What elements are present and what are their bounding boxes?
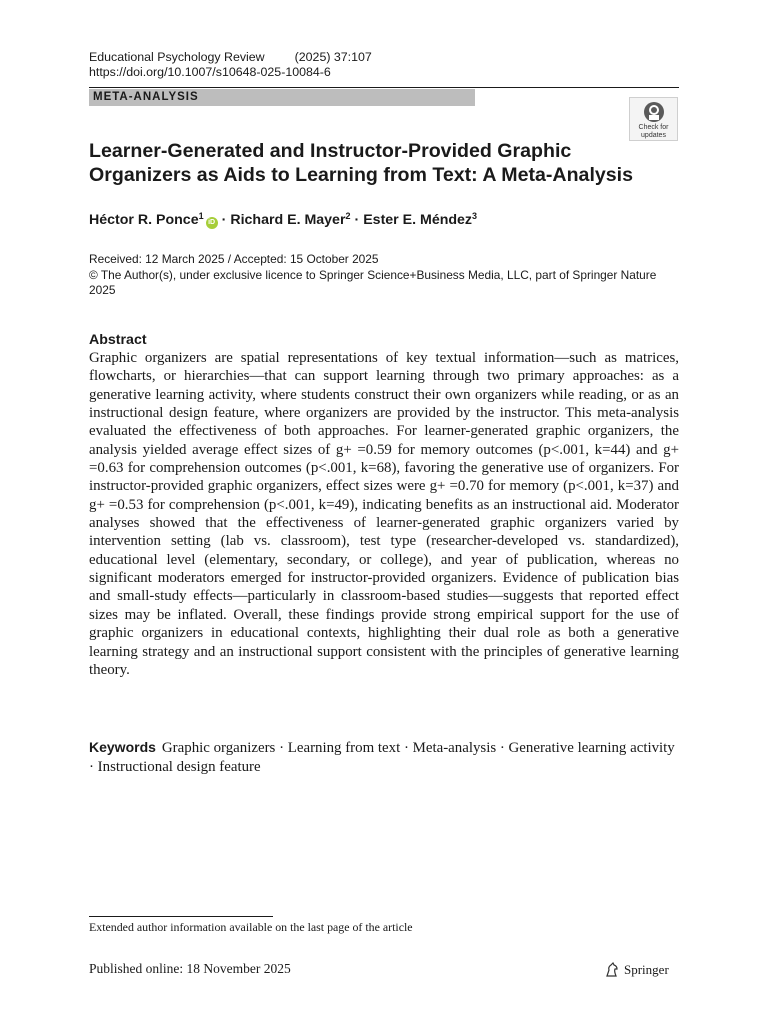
author-name[interactable]: Héctor R. Ponce	[89, 212, 199, 228]
author-affiliation: 2	[345, 211, 351, 221]
journal-header	[89, 49, 372, 65]
keywords-block	[89, 738, 679, 776]
footnote-rule	[89, 916, 273, 917]
published-date: Published online: 18 November 2025	[89, 961, 291, 976]
author-name[interactable]: Ester E. Méndez	[363, 212, 473, 228]
author-name[interactable]: Richard E. Mayer	[230, 212, 346, 228]
article-title: Learner-Generated and Instructor-Provided Graphic Organizers as Aids to Learning from Text: A Meta-Analysis	[89, 140, 634, 186]
author-affiliation: 3	[472, 211, 478, 221]
springer-horse-icon	[604, 962, 620, 978]
citation: (2025) 37:107	[294, 50, 372, 64]
check-updates-label-1: Check for	[638, 124, 669, 131]
keywords-label: Keywords	[89, 739, 156, 755]
author-separator: ·	[221, 212, 227, 228]
footnote: Extended author information available on the last page of the article	[89, 920, 413, 934]
author-affiliation: 1	[198, 211, 204, 221]
journal-name: Educational Psychology Review	[89, 50, 265, 64]
keywords-list: Graphic organizers · Learning from text · Meta-analysis · Generative learning activity · Instructional design feature	[89, 740, 675, 775]
check-updates-label-2: updates	[641, 132, 666, 139]
publisher-logo	[604, 962, 669, 978]
publisher-name: Springer	[624, 962, 669, 977]
orcid-icon[interactable]: iD	[206, 217, 218, 229]
author-list	[89, 207, 477, 229]
copyright-notice: © The Author(s), under exclusive licence to Springer Science+Business Media, LLC, part of Springer Nature 2025	[89, 268, 657, 297]
abstract-text: Graphic organizers are spatial representations of key textual information—such as matrices, flowcharts, or hierarchies—that can support learning through two primary approaches: as a generative learning activity, where students construct their own organizers while reading, or as an instructional design feature, where organizers are provided by the instructor. This meta-analysis evaluated the effectiveness of both approaches. For learner-generated graphic organizers, the analysis yielded average effect sizes of g+ =0.59 for memory outcomes (p<.001, k=44) and g+ =0.63 for comprehension outcomes (p<.001, k=68), favoring the generative use of organizers. For instructor-provided graphic organizers, effect sizes were g+ =0.70 for memory (p<.001, k=37) and g+ =0.53 for comprehension (p<.001, k=49), indicating benefits as an instructional aid. Moderator analyses showed that the effectiveness of learner-generated graphic organizers varied by intervention setting (lab vs. classroom), test type (researcher-developed vs. standardized), educational level (elementary, secondary, or college), and year of publication, whereas no significant moderators emerged for instructor-provided organizers. Evidence of publication bias and small-study effects—particularly in classroom-based studies—suggests that reported effect sizes may be inflated. Overall, these findings provide strong empirical support for the use of graphic organizers in educational contexts, highlighting their dual role as both a generative learning strategy and an instructional support consistent with the principles of generative learning theory.	[89, 350, 679, 678]
author-separator: ·	[354, 212, 360, 228]
doi-link[interactable]: https://doi.org/10.1007/s10648-025-10084-6	[89, 65, 331, 79]
check-for-updates-badge[interactable]	[629, 97, 678, 141]
header-rule	[89, 87, 679, 88]
abstract-heading: Abstract	[89, 332, 147, 348]
check-updates-icon	[643, 101, 665, 123]
received-dates: Received: 12 March 2025 / Accepted: 15 October 2025	[89, 252, 379, 266]
section-label: META-ANALYSIS	[89, 89, 475, 106]
